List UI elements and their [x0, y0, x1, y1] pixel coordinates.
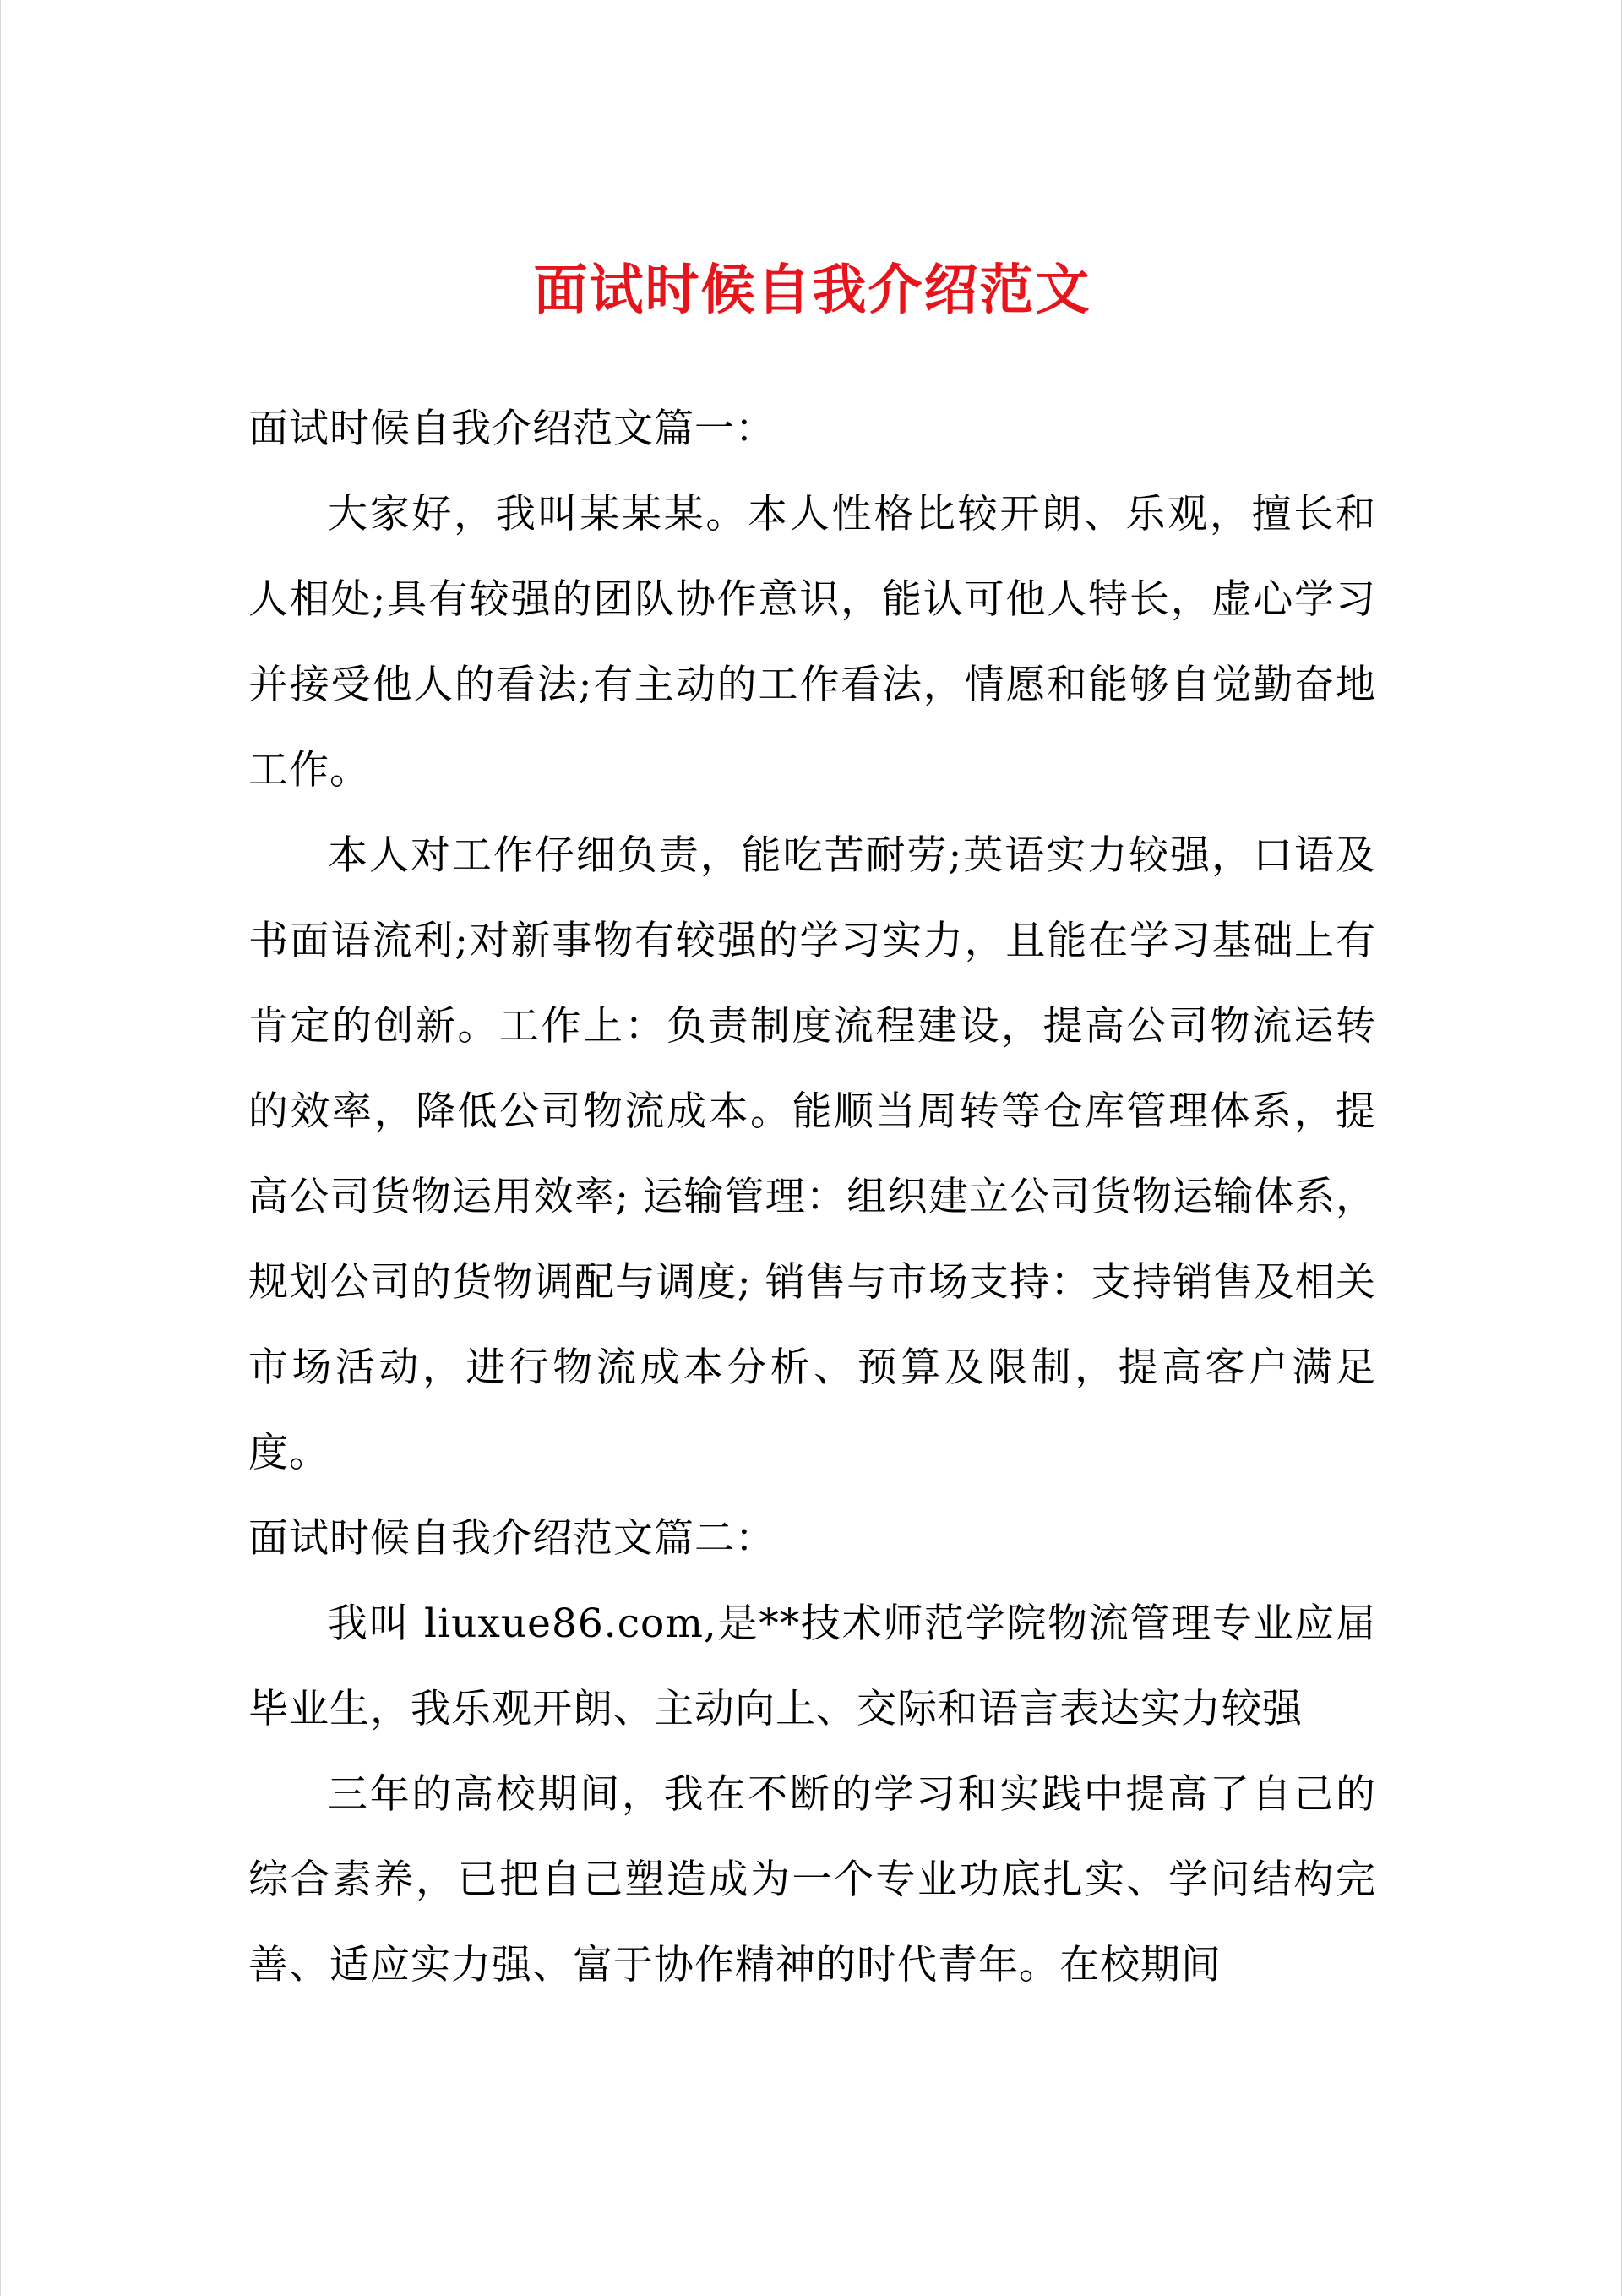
- document-title: 面试时候自我介绍范文: [533, 259, 1091, 322]
- section-one: [248, 386, 1376, 1496]
- section-heading: 面试时候自我介绍范文篇二：: [248, 1515, 776, 1562]
- paragraph: 三年的高校期间，我在不断的学习和实践中提高了自己的综合素养，已把自己塑造成为一个专业功底扎实、学问结构完善、适应实力强、富于协作精神的时代青年。在校期间: [248, 1771, 1376, 1988]
- paragraph: 大家好，我叫某某某。本人性格比较开朗、乐观，擅长和人相处;具有较强的团队协作意识，能认可他人特长，虚心学习并接受他人的看法;有主动的工作看法，情愿和能够自觉勤奋地工作。: [248, 491, 1376, 794]
- section-two: [248, 1496, 1376, 2008]
- paragraph: 我叫 liuxue86.com,是**技术师范学院物流管理专业应届毕业生，我乐观开朗、主动向上、交际和语言表达实力较强: [248, 1601, 1376, 1732]
- document-content: [248, 250, 1376, 2008]
- section-heading: 面试时候自我介绍范文篇一：: [248, 406, 776, 452]
- paragraph: 本人对工作仔细负责，能吃苦耐劳;英语实力较强，口语及书面语流利;对新事物有较强的学习实力，且能在学习基础上有肯定的创新。工作上：负责制度流程建设，提高公司物流运转的效率，降低公司物流成本。能顺当周转等仓库管理体系，提高公司货物运用效率; 运输管理：组织建立公司货物运输体系，规划公司的货物调配与调度; 销售与市场支持：支持销售及相关市场活动，进行物流成本分析、预算及限制，提高客户满足度。: [248, 832, 1376, 1476]
